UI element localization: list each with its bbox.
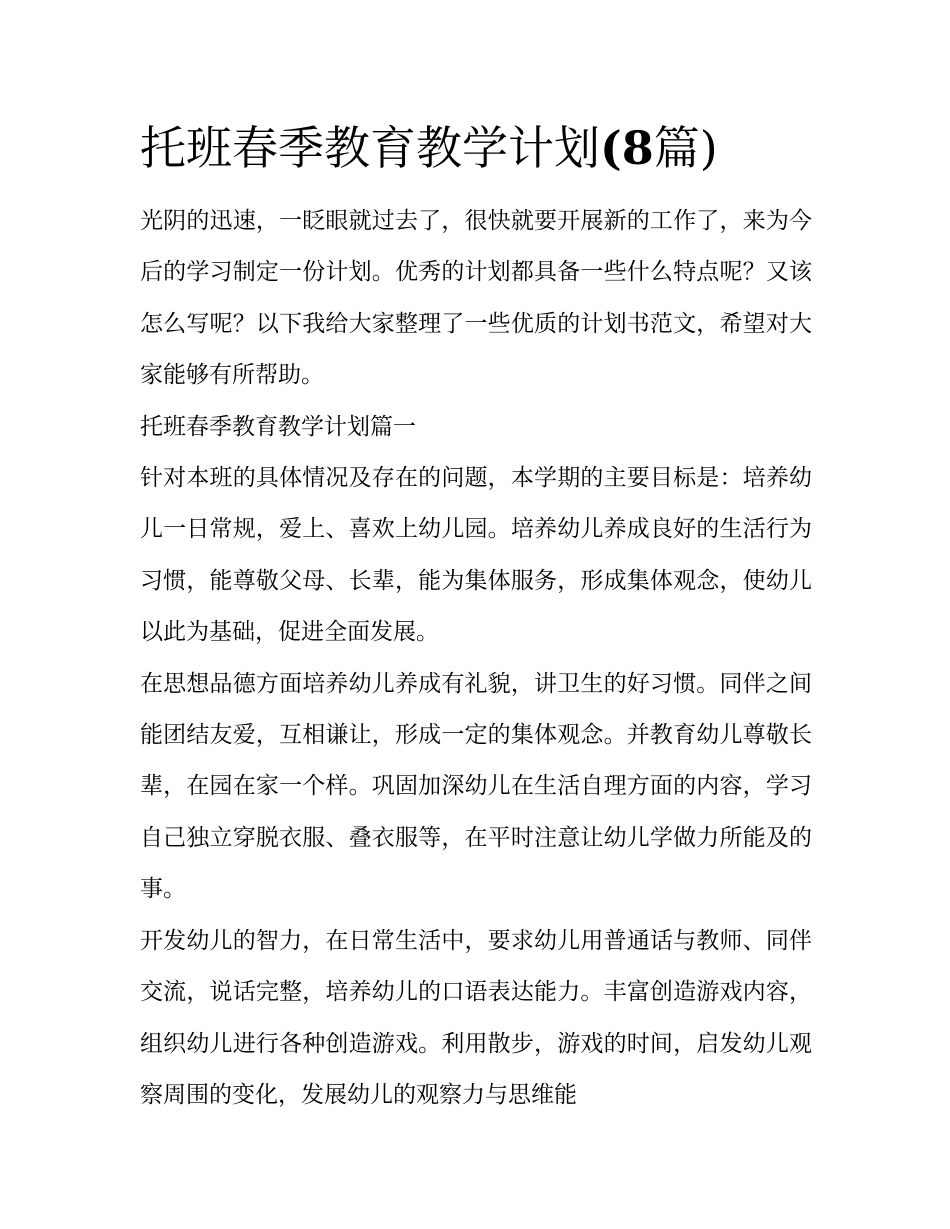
document-title-text: 托班春季教育教学计划 [140, 121, 600, 175]
document-title-suffix: 篇) [653, 121, 718, 175]
paragraph-goals: 针对本班的具体情况及存在的问题，本学期的主要目标是：培养幼儿一日常规，爱上、喜欢上幼儿园。培养幼儿养成良好的生活行为习惯，能尊敬父母、长辈，能为集体服务，形成集体观念，使幼儿以此为基础，促进全面发展。 [140, 465, 812, 646]
paragraph-moral-education: 在思想品德方面培养幼儿养成有礼貌，讲卫生的好习惯。同伴之间能团结友爱，互相谦让，形成一定的集体观念。并教育幼儿尊敬长辈，在园在家一个样。巩固加深幼儿在生活自理方面的内容，学习自己独立穿脱衣服、叠衣服等，在平时注意让幼儿学做力所能及的事。 [140, 670, 812, 903]
section-heading: 托班春季教育教学计划篇一 [140, 413, 416, 440]
document-title [140, 118, 840, 178]
paragraph-intro: 光阴的迅速，一眨眼就过去了，很快就要开展新的工作了，来为今后的学习制定一份计划。优秀的计划都具备一些什么特点呢？又该怎么写呢？以下我给大家整理了一些优质的计划书范文，希望对大家能够有所帮助。 [140, 208, 812, 389]
document-title-number: (8 [600, 121, 654, 175]
document-body [140, 196, 812, 1121]
paragraph-intellectual-development: 开发幼儿的智力，在日常生活中，要求幼儿用普通话与教师、同伴交流，说话完整，培养幼儿的口语表达能力。丰富创造游戏内容，组织幼儿进行各种创造游戏。利用散步，游戏的时间，启发幼儿观察周围的变化，发展幼儿的观察力与思维能 [140, 927, 812, 1108]
